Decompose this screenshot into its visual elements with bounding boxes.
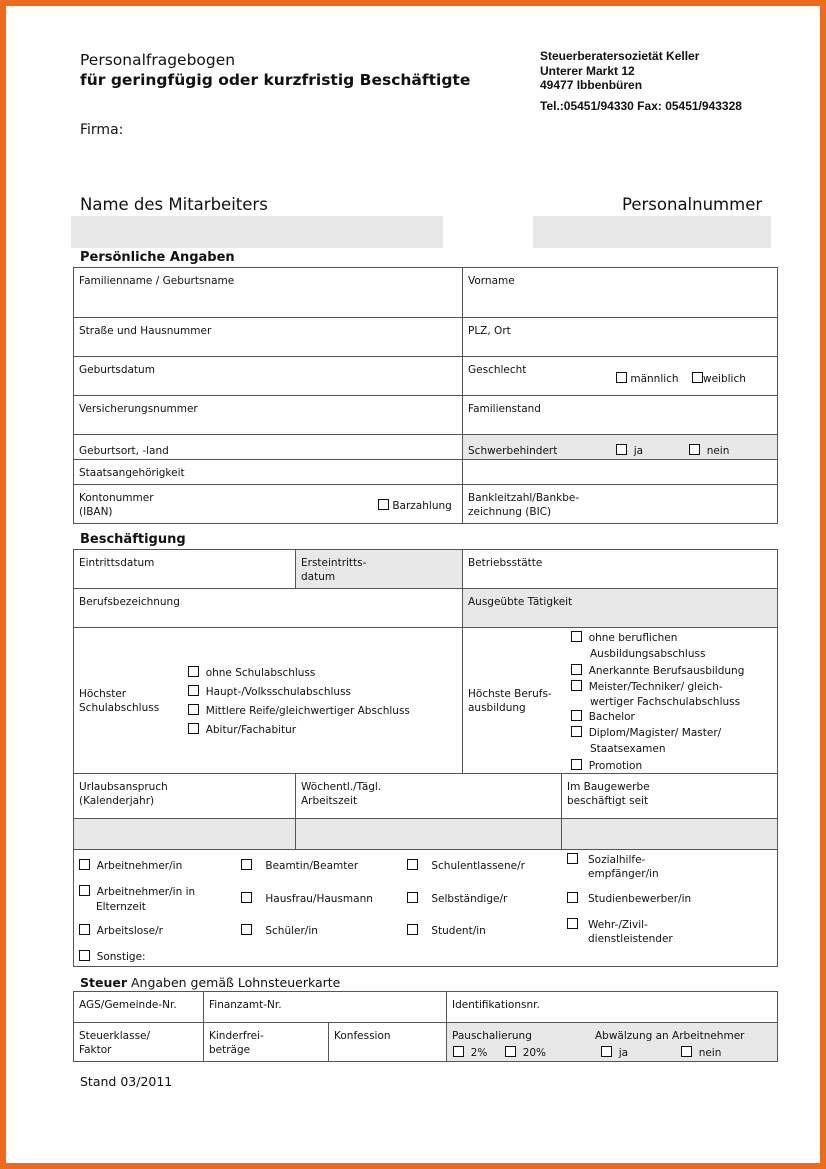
checkbox-icon[interactable] bbox=[601, 1046, 612, 1057]
label-arbeitnehmer: Arbeitnehmer/in bbox=[96, 860, 183, 872]
label-staatsangehoerigkeit: Staatsangehörigkeit bbox=[79, 467, 185, 479]
label-vorname: Vorname bbox=[468, 275, 515, 287]
field-kinderfrei[interactable] bbox=[203, 1022, 329, 1062]
label-betriebsstaette: Betriebsstätte bbox=[468, 557, 543, 569]
checkbox-icon[interactable] bbox=[616, 372, 627, 383]
field-geschlecht bbox=[462, 356, 778, 396]
label-kontonummer: Kontonummer bbox=[79, 492, 154, 504]
label-p20: 20% bbox=[522, 1047, 547, 1059]
label-plz: PLZ, Ort bbox=[468, 325, 511, 337]
checkbox-icon[interactable] bbox=[407, 924, 418, 935]
checkbox-icon[interactable] bbox=[407, 892, 418, 903]
label-training-3b: wertiger Fachschulabschluss bbox=[590, 696, 741, 708]
field-familienname[interactable] bbox=[73, 267, 463, 318]
label-pauschalierung: Pauschalierung bbox=[452, 1030, 532, 1042]
label-baugewerbe-2: beschäftigt seit bbox=[567, 795, 649, 807]
option-training-4[interactable] bbox=[571, 710, 635, 724]
checkbox-icon[interactable] bbox=[689, 444, 700, 455]
field-berufsbezeichnung[interactable] bbox=[73, 588, 463, 628]
checkbox-icon[interactable] bbox=[571, 664, 582, 675]
label-schueler: Schüler/in bbox=[265, 925, 318, 937]
label-iban: (IBAN) bbox=[79, 506, 113, 518]
checkbox-icon[interactable] bbox=[692, 372, 703, 383]
label-baugewerbe-cell bbox=[561, 773, 778, 819]
label-steuerklasse-1: Steuerklasse/ bbox=[79, 1030, 151, 1042]
checkbox-icon[interactable] bbox=[241, 924, 252, 935]
field-urlaub[interactable] bbox=[73, 818, 296, 850]
status-student[interactable] bbox=[407, 924, 486, 938]
label-geburtsort: Geburtsort, -land bbox=[79, 445, 169, 457]
section-personal: Persönliche Angaben bbox=[80, 250, 235, 265]
field-staatsangehoerigkeit-value[interactable] bbox=[462, 459, 778, 485]
option-maennlich[interactable] bbox=[616, 372, 679, 386]
field-identifikation[interactable] bbox=[446, 991, 778, 1023]
label-wehr-2: dienstleistender bbox=[588, 933, 673, 945]
option-training-2[interactable] bbox=[571, 664, 744, 678]
field-steuerklasse[interactable] bbox=[73, 1022, 204, 1062]
label-bankleitzahl-1: Bankleitzahl/Bankbe- bbox=[468, 492, 580, 504]
employee-name-label: Name des Mitarbeiters bbox=[80, 195, 268, 214]
checkbox-icon[interactable] bbox=[188, 704, 199, 715]
label-arbeitszeit-cell bbox=[295, 773, 562, 819]
field-konfession[interactable] bbox=[328, 1022, 447, 1062]
label-eintrittsdatum: Eintrittsdatum bbox=[79, 557, 155, 569]
tax-title-bold: Steuer bbox=[80, 975, 127, 990]
label-schwerbehindert: Schwerbehindert bbox=[468, 445, 558, 457]
option-school-3[interactable] bbox=[188, 723, 296, 737]
checkbox-icon[interactable] bbox=[188, 723, 199, 734]
label-baugewerbe-1: Im Baugewerbe bbox=[567, 781, 650, 793]
label-school-0: ohne Schulabschluss bbox=[205, 667, 316, 679]
company-contact: Tel.:05451/94330 Fax: 05451/943328 bbox=[540, 99, 742, 113]
checkbox-icon[interactable] bbox=[571, 710, 582, 721]
label-training-1a: ohne beruflichen bbox=[588, 632, 678, 644]
field-staatsangehoerigkeit[interactable] bbox=[73, 459, 463, 485]
checkbox-icon[interactable] bbox=[567, 918, 578, 929]
label-training-1b: Ausbildungsabschluss bbox=[590, 648, 706, 660]
label-finanzamt: Finanzamt-Nr. bbox=[209, 999, 282, 1011]
label-geburtsdatum: Geburtsdatum bbox=[79, 364, 155, 376]
checkbox-icon[interactable] bbox=[571, 759, 582, 770]
option-training-1[interactable] bbox=[571, 631, 677, 645]
label-elternzeit-1: Arbeitnehmer/in in bbox=[96, 886, 196, 898]
label-ersteintritt-1: Ersteintritts- bbox=[301, 557, 367, 569]
label-kinderfrei-1: Kinderfrei- bbox=[209, 1030, 264, 1042]
checkbox-icon[interactable] bbox=[571, 726, 582, 737]
label-identifikation: Identifikationsnr. bbox=[452, 999, 540, 1011]
status-wehr[interactable] bbox=[567, 918, 648, 932]
label-hausfrau: Hausfrau/Hausmann bbox=[265, 893, 373, 905]
label-wehr-1: Wehr-/Zivil- bbox=[588, 919, 648, 931]
label-bankleitzahl-2: zeichnung (BIC) bbox=[468, 506, 552, 518]
checkbox-icon[interactable] bbox=[616, 444, 627, 455]
label-arbeitslose: Arbeitslose/r bbox=[96, 925, 163, 937]
label-sozialhilfe-2: empfänger/in bbox=[588, 868, 659, 880]
checkbox-icon[interactable] bbox=[188, 666, 199, 677]
label-beamtin: Beamtin/Beamter bbox=[265, 860, 359, 872]
field-ausgeuebte-taetigkeit[interactable] bbox=[462, 588, 778, 628]
option-barzahlung[interactable] bbox=[378, 499, 452, 513]
option-abwaelzung-ja[interactable] bbox=[601, 1046, 628, 1060]
checkbox-icon[interactable] bbox=[567, 892, 578, 903]
status-sonstige[interactable] bbox=[79, 950, 146, 964]
label-selbstaendige: Selbständige/r bbox=[431, 893, 508, 905]
label-strasse: Straße und Hausnummer bbox=[79, 325, 212, 337]
status-schulentlassene[interactable] bbox=[407, 859, 525, 873]
option-abwaelzung-nein[interactable] bbox=[681, 1046, 721, 1060]
label-konfession: Konfession bbox=[334, 1030, 391, 1042]
form-subtitle: für geringfügig oder kurzfristig Beschäftigte bbox=[80, 71, 471, 89]
label-p2: 2% bbox=[470, 1047, 488, 1059]
field-bankleitzahl[interactable] bbox=[462, 484, 778, 524]
label-abwaelzung-ja: ja bbox=[618, 1047, 629, 1059]
label-abwaelzung-nein: nein bbox=[698, 1047, 722, 1059]
status-hausfrau[interactable] bbox=[241, 892, 373, 906]
option-school-1[interactable] bbox=[188, 685, 351, 699]
field-berufsausbildung bbox=[462, 627, 778, 774]
label-berufsausbildung-1: Höchste Berufs- bbox=[468, 688, 552, 700]
status-arbeitnehmer[interactable] bbox=[79, 859, 182, 873]
option-p20[interactable] bbox=[505, 1046, 546, 1060]
label-maennlich: männlich bbox=[630, 373, 679, 385]
label-training-3a: Meister/Techniker/ gleich- bbox=[588, 681, 723, 693]
company-name: Steuerberatersozietät Keller bbox=[540, 49, 700, 63]
label-sonstige: Sonstige: bbox=[96, 951, 146, 963]
label-berufsausbildung-2: ausbildung bbox=[468, 702, 526, 714]
section-employment: Beschäftigung bbox=[80, 532, 186, 547]
personnel-number-field[interactable] bbox=[533, 216, 771, 248]
field-arbeitszeit[interactable] bbox=[295, 818, 562, 850]
label-schulentlassene: Schulentlassene/r bbox=[431, 860, 525, 872]
checkbox-icon[interactable] bbox=[571, 680, 582, 691]
option-schwerbehindert-nein[interactable] bbox=[689, 444, 729, 458]
label-nein: nein bbox=[706, 445, 730, 457]
status-elternzeit[interactable] bbox=[79, 885, 195, 899]
checkbox-icon[interactable] bbox=[241, 892, 252, 903]
status-selbstaendige[interactable] bbox=[407, 892, 507, 906]
label-school-1: Haupt-/Volksschulabschluss bbox=[205, 686, 352, 698]
company-city: 49477 Ibbenbüren bbox=[540, 78, 643, 92]
label-urlaub-2: (Kalenderjahr) bbox=[79, 795, 155, 807]
personnel-number-label: Personalnummer bbox=[622, 195, 763, 214]
option-training-3[interactable] bbox=[571, 680, 723, 694]
label-ja: ja bbox=[633, 445, 644, 457]
label-training-5b: Staatsexamen bbox=[590, 743, 666, 755]
label-schulabschluss-2: Schulabschluss bbox=[79, 702, 160, 714]
label-training-5a: Diplom/Magister/ Master/ bbox=[588, 727, 722, 739]
field-geburtsort[interactable] bbox=[73, 434, 463, 460]
label-school-2: Mittlere Reife/gleichwertiger Abschluss bbox=[205, 705, 410, 717]
checkbox-icon[interactable] bbox=[378, 499, 389, 510]
field-vorname[interactable] bbox=[462, 267, 778, 318]
label-steuerklasse-2: Faktor bbox=[79, 1044, 112, 1056]
status-studienbewerber[interactable] bbox=[567, 892, 691, 906]
label-elternzeit-2: Elternzeit bbox=[96, 901, 146, 913]
section-tax bbox=[80, 975, 340, 990]
checkbox-icon[interactable] bbox=[241, 859, 252, 870]
checkbox-icon[interactable] bbox=[79, 859, 90, 870]
label-berufsbezeichnung: Berufsbezeichnung bbox=[79, 596, 180, 608]
field-betriebsstaette[interactable] bbox=[462, 549, 778, 589]
label-urlaub-cell bbox=[73, 773, 296, 819]
field-baugewerbe[interactable] bbox=[561, 818, 778, 850]
label-arbeitszeit-1: Wöchentl./Tägl. bbox=[301, 781, 382, 793]
field-plz[interactable] bbox=[462, 317, 778, 357]
field-geburtsdatum[interactable] bbox=[73, 356, 463, 396]
status-schueler[interactable] bbox=[241, 924, 318, 938]
status-beamtin[interactable] bbox=[241, 859, 358, 873]
checkbox-icon[interactable] bbox=[567, 853, 578, 864]
tax-title-rest: Angaben gemäß Lohnsteuerkarte bbox=[127, 975, 341, 990]
label-ersteintritt-2: datum bbox=[301, 571, 336, 583]
field-schwerbehindert bbox=[462, 434, 778, 460]
option-school-0[interactable] bbox=[188, 666, 315, 680]
field-pauschalierung bbox=[446, 1022, 778, 1062]
field-ersteintritt[interactable] bbox=[295, 549, 463, 589]
footer-stand: Stand 03/2011 bbox=[80, 1074, 173, 1089]
option-school-2[interactable] bbox=[188, 704, 410, 718]
label-school-3: Abitur/Fachabitur bbox=[205, 724, 297, 736]
form-title: Personalfragebogen bbox=[80, 51, 236, 69]
checkbox-icon[interactable] bbox=[681, 1046, 692, 1057]
label-sozialhilfe-1: Sozialhilfe- bbox=[588, 854, 646, 866]
label-training-4: Bachelor bbox=[588, 711, 635, 723]
field-kontonummer[interactable] bbox=[73, 484, 463, 524]
field-ags[interactable] bbox=[73, 991, 204, 1023]
label-versicherungsnummer: Versicherungsnummer bbox=[79, 403, 198, 415]
checkbox-icon[interactable] bbox=[571, 631, 582, 642]
option-schwerbehindert-ja[interactable] bbox=[616, 444, 643, 458]
checkbox-icon[interactable] bbox=[407, 859, 418, 870]
option-training-5[interactable] bbox=[571, 726, 721, 740]
label-urlaub-1: Urlaubsanspruch bbox=[79, 781, 168, 793]
field-strasse[interactable] bbox=[73, 317, 463, 357]
employee-name-field[interactable] bbox=[71, 216, 443, 248]
checkbox-icon[interactable] bbox=[505, 1046, 516, 1057]
label-schulabschluss-1: Höchster bbox=[79, 688, 127, 700]
option-weiblich[interactable] bbox=[692, 372, 746, 386]
company-street: Unterer Markt 12 bbox=[540, 64, 635, 78]
label-studienbewerber: Studienbewerber/in bbox=[588, 893, 692, 905]
field-familienstand[interactable] bbox=[462, 395, 778, 435]
label-arbeitszeit-2: Arbeitszeit bbox=[301, 795, 358, 807]
checkbox-icon[interactable] bbox=[79, 924, 90, 935]
option-p2[interactable] bbox=[453, 1046, 487, 1060]
status-sozialhilfe[interactable] bbox=[567, 853, 645, 867]
label-weiblich: weiblich bbox=[703, 373, 746, 385]
label-familienstand: Familienstand bbox=[468, 403, 541, 415]
label-training-2: Anerkannte Berufsausbildung bbox=[588, 665, 745, 677]
status-box bbox=[73, 849, 778, 967]
option-training-6[interactable] bbox=[571, 759, 642, 773]
field-versicherungsnummer[interactable] bbox=[73, 395, 463, 435]
field-eintrittsdatum[interactable] bbox=[73, 549, 296, 589]
label-familienname: Familienname / Geburtsname bbox=[79, 275, 235, 287]
label-abwaelzung: Abwälzung an Arbeitnehmer bbox=[595, 1030, 745, 1042]
firma-label: Firma: bbox=[80, 122, 124, 138]
checkbox-icon[interactable] bbox=[453, 1046, 464, 1057]
field-finanzamt[interactable] bbox=[203, 991, 447, 1023]
field-schulabschluss bbox=[73, 627, 463, 774]
label-ags: AGS/Gemeinde-Nr. bbox=[79, 999, 177, 1011]
label-geschlecht: Geschlecht bbox=[468, 364, 527, 376]
label-student: Student/in bbox=[431, 925, 486, 937]
label-barzahlung: Barzahlung bbox=[392, 500, 452, 512]
form-page bbox=[6, 6, 820, 1163]
checkbox-icon[interactable] bbox=[188, 685, 199, 696]
label-ausgeuebte-taetigkeit: Ausgeübte Tätigkeit bbox=[468, 596, 573, 608]
status-arbeitslose[interactable] bbox=[79, 924, 163, 938]
checkbox-icon[interactable] bbox=[79, 950, 90, 961]
label-training-6: Promotion bbox=[588, 760, 643, 772]
checkbox-icon[interactable] bbox=[79, 885, 90, 896]
label-kinderfrei-2: beträge bbox=[209, 1044, 251, 1056]
